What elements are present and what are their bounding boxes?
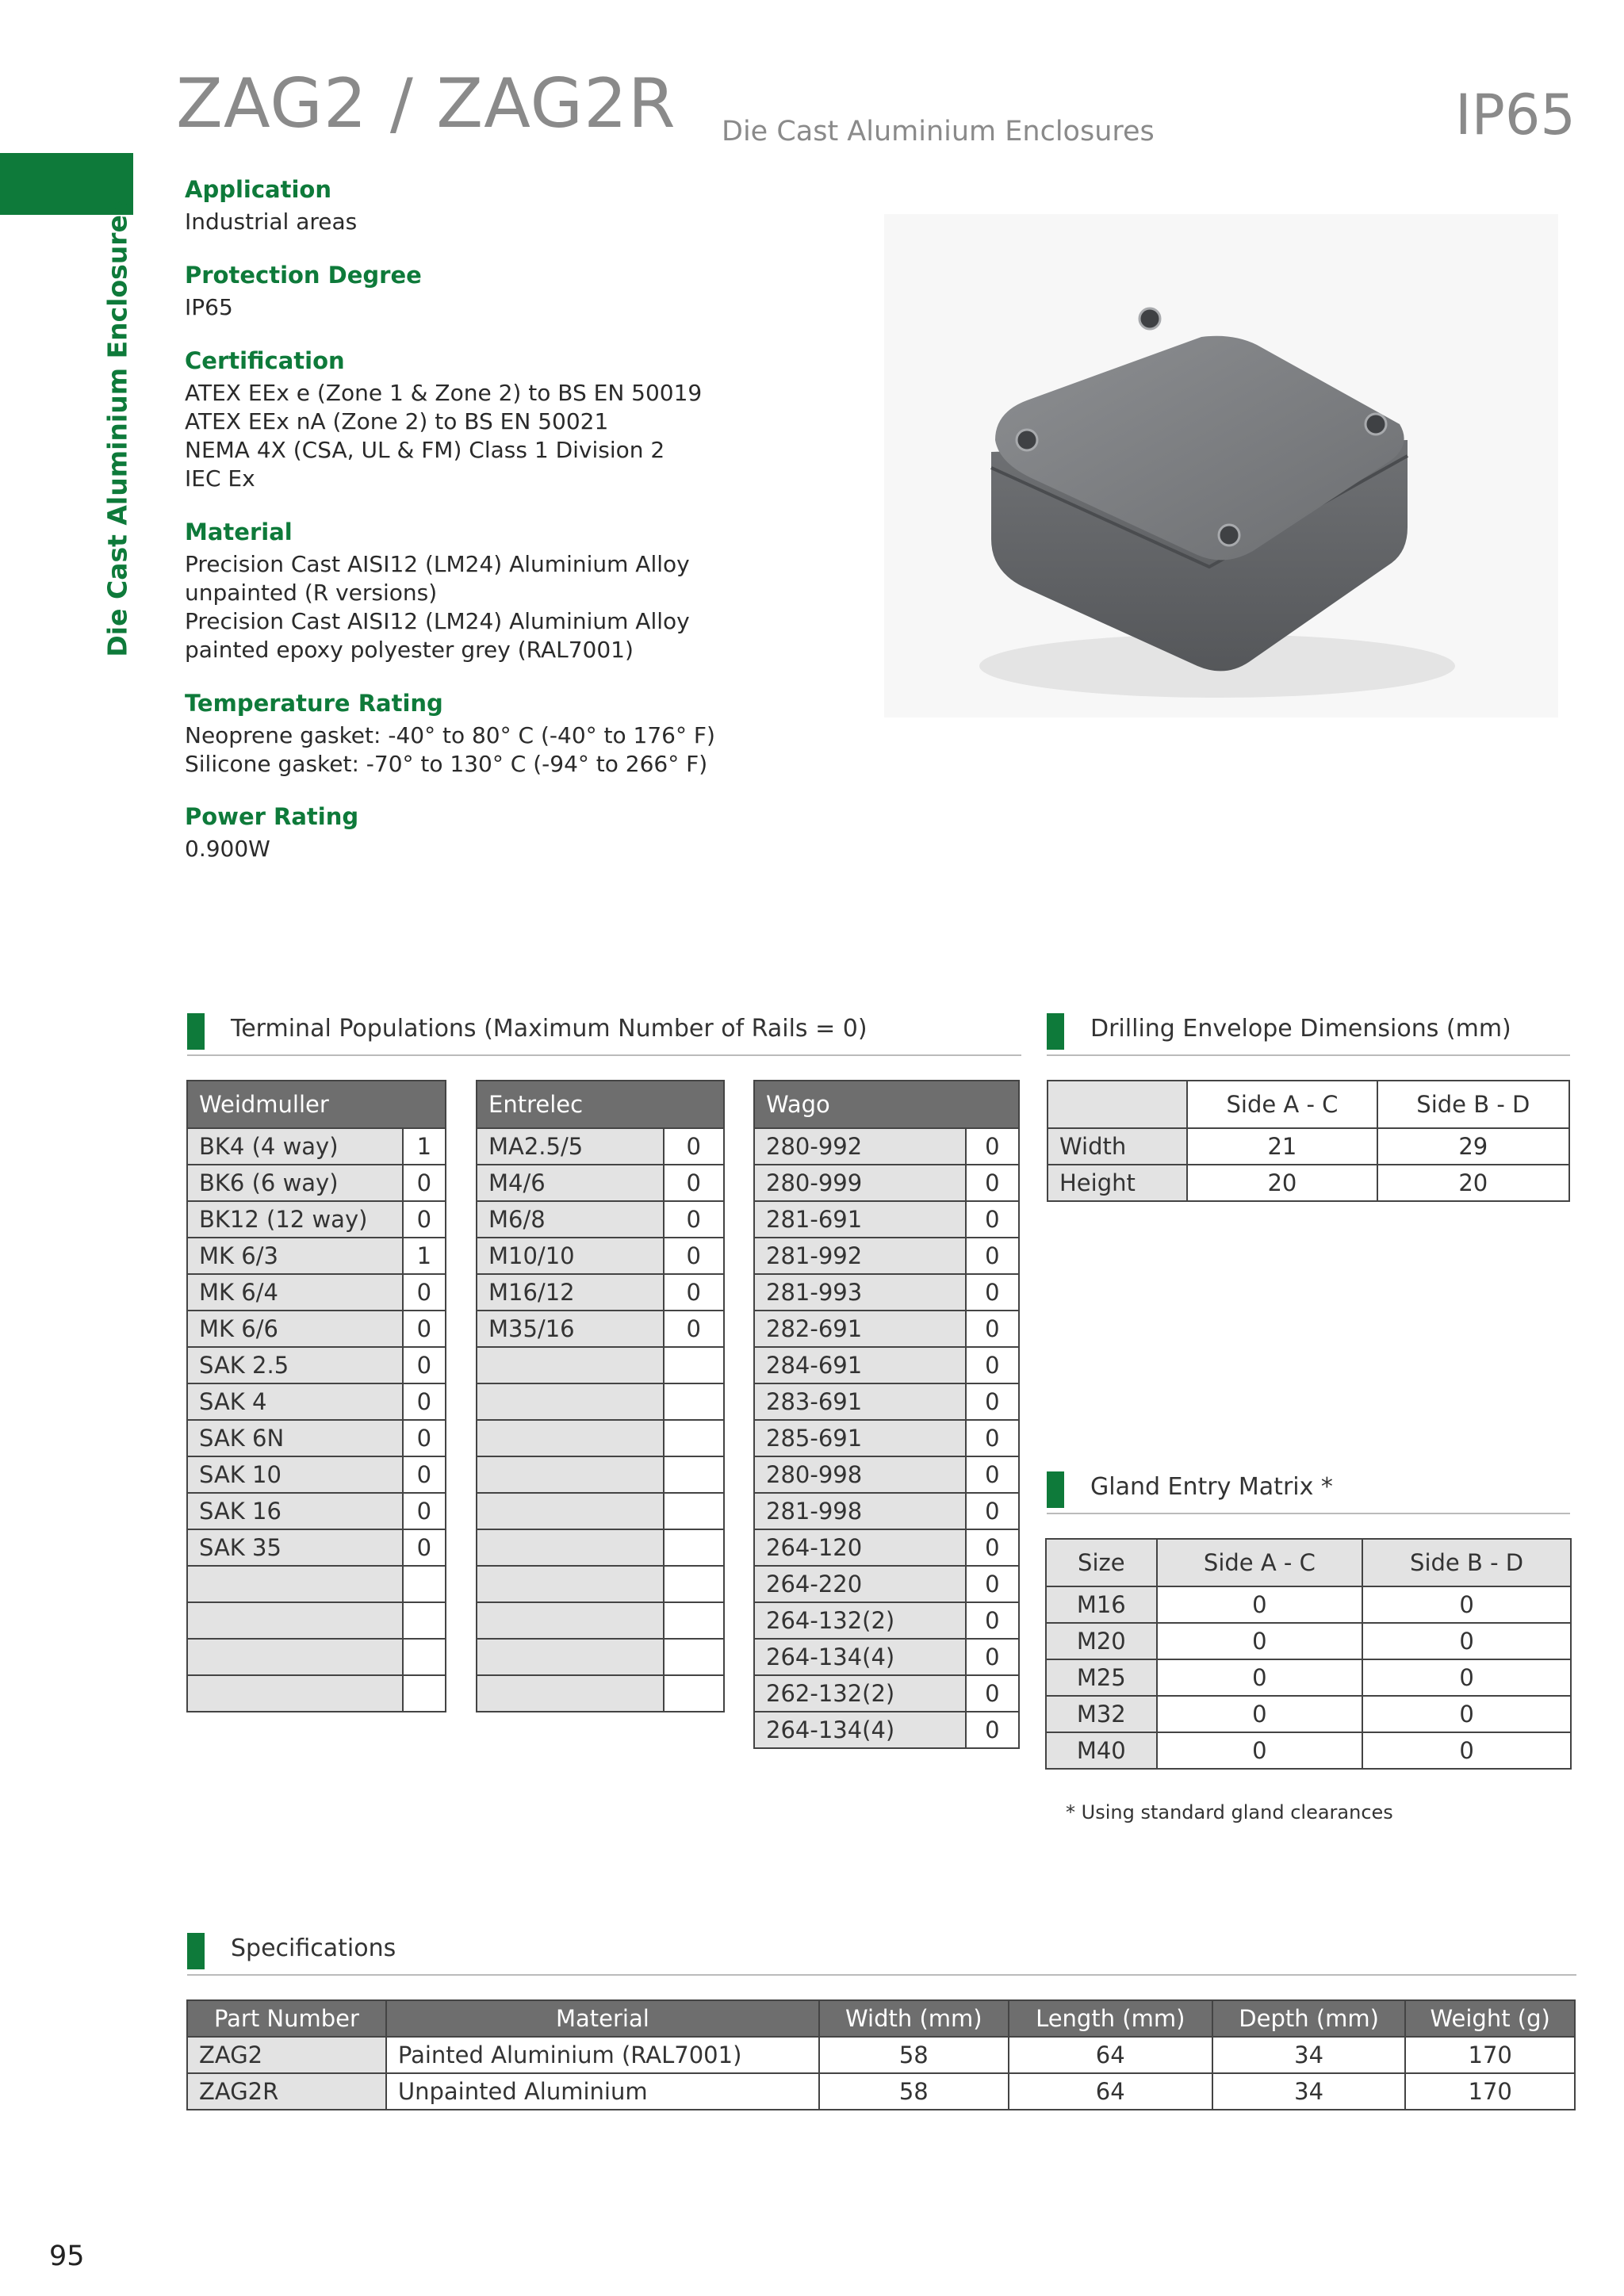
material-line: Precision Cast AISI12 (LM24) Aluminium Alloy bbox=[185, 551, 690, 577]
temperature-line: Neoprene gasket: -40° to 80° C (-40° to 176° F) bbox=[185, 722, 715, 748]
page-number: 95 bbox=[49, 2241, 85, 2272]
table-cell-label bbox=[477, 1420, 664, 1456]
table-cell-value: 0 bbox=[1157, 1659, 1363, 1696]
table-cell-label: Width bbox=[1048, 1128, 1187, 1165]
table-row bbox=[187, 1602, 446, 1639]
table-row bbox=[187, 2073, 1575, 2110]
table-row bbox=[187, 2037, 1575, 2073]
table-cell-value: 0 bbox=[664, 1274, 724, 1311]
drilling-table bbox=[1047, 1080, 1570, 1202]
table-cell-value: 1 bbox=[403, 1128, 446, 1165]
table-cell-value: 64 bbox=[1009, 2073, 1212, 2110]
table-row bbox=[187, 1420, 446, 1456]
table-cell-value bbox=[664, 1675, 724, 1712]
table-cell-label: ZAG2 bbox=[187, 2037, 386, 2073]
table-cell-value: 170 bbox=[1405, 2073, 1575, 2110]
entrelec-header: Entrelec bbox=[477, 1081, 724, 1128]
table-cell-label bbox=[477, 1529, 664, 1566]
table-cell-value: 0 bbox=[966, 1420, 1019, 1456]
gland-header-size: Size bbox=[1046, 1539, 1157, 1586]
protection-heading: Protection Degree bbox=[185, 262, 422, 289]
table-cell-label bbox=[477, 1493, 664, 1529]
table-cell-value: 0 bbox=[664, 1311, 724, 1347]
certification-heading: Certification bbox=[185, 347, 345, 374]
table-cell-value: 58 bbox=[819, 2037, 1009, 2073]
table-row bbox=[187, 1639, 446, 1675]
table-row bbox=[754, 1128, 1019, 1165]
table-cell-label: SAK 10 bbox=[187, 1456, 403, 1493]
table-row bbox=[477, 1639, 724, 1675]
table-cell-value: 0 bbox=[1157, 1696, 1363, 1732]
table-cell-label: SAK 16 bbox=[187, 1493, 403, 1529]
table-cell-label: M35/16 bbox=[477, 1311, 664, 1347]
table-cell-value: 0 bbox=[403, 1456, 446, 1493]
table-cell-value: 0 bbox=[403, 1529, 446, 1566]
specifications-table bbox=[186, 1999, 1576, 2110]
table-cell-value: 0 bbox=[1362, 1732, 1571, 1769]
table-cell-value: 0 bbox=[403, 1383, 446, 1420]
table-cell-value: 58 bbox=[819, 2073, 1009, 2110]
table-cell-value: 0 bbox=[966, 1274, 1019, 1311]
spec-header-length: Length (mm) bbox=[1009, 2000, 1212, 2037]
table-row bbox=[477, 1529, 724, 1566]
drilling-section-header bbox=[1047, 1008, 1570, 1056]
table-cell-value: 0 bbox=[966, 1165, 1019, 1201]
material-line: Precision Cast AISI12 (LM24) Aluminium Alloy bbox=[185, 608, 690, 634]
protection-block bbox=[185, 262, 898, 322]
table-row bbox=[187, 1201, 446, 1238]
table-cell-value bbox=[664, 1602, 724, 1639]
entrelec-table bbox=[476, 1080, 725, 1712]
table-cell-value: 0 bbox=[966, 1712, 1019, 1748]
table-row bbox=[477, 1383, 724, 1420]
table-cell-value: 0 bbox=[403, 1493, 446, 1529]
power-line: 0.900W bbox=[185, 836, 270, 862]
certification-line: ATEX EEx e (Zone 1 & Zone 2) to BS EN 50019 bbox=[185, 380, 703, 406]
table-row bbox=[754, 1383, 1019, 1420]
table-row bbox=[754, 1201, 1019, 1238]
table-row bbox=[187, 1238, 446, 1274]
table-cell-value: 0 bbox=[966, 1566, 1019, 1602]
table-cell-value bbox=[664, 1420, 724, 1456]
table-cell-label: 280-992 bbox=[754, 1128, 966, 1165]
table-row bbox=[477, 1420, 724, 1456]
table-cell-label bbox=[477, 1675, 664, 1712]
table-row bbox=[477, 1456, 724, 1493]
table-cell-label: MK 6/3 bbox=[187, 1238, 403, 1274]
table-cell-label: 280-999 bbox=[754, 1165, 966, 1201]
table-cell-value bbox=[403, 1602, 446, 1639]
table-row bbox=[1046, 1586, 1571, 1623]
table-cell-label: SAK 2.5 bbox=[187, 1347, 403, 1383]
material-block bbox=[185, 519, 898, 664]
table-cell-value: 0 bbox=[403, 1311, 446, 1347]
table-row bbox=[754, 1675, 1019, 1712]
table-row bbox=[477, 1165, 724, 1201]
table-cell-value: 0 bbox=[966, 1201, 1019, 1238]
table-cell-value: 0 bbox=[1157, 1586, 1363, 1623]
wago-header: Wago bbox=[754, 1081, 1019, 1128]
table-cell-value: 64 bbox=[1009, 2037, 1212, 2073]
certification-line: NEMA 4X (CSA, UL & FM) Class 1 Division 2 bbox=[185, 437, 665, 463]
table-cell-value: 0 bbox=[403, 1165, 446, 1201]
table-cell-value bbox=[403, 1566, 446, 1602]
table-cell-label: 264-220 bbox=[754, 1566, 966, 1602]
table-cell-label: 285-691 bbox=[754, 1420, 966, 1456]
side-category-label: Die Cast Aluminium Enclosures bbox=[102, 199, 133, 657]
table-row bbox=[477, 1675, 724, 1712]
weidmuller-table bbox=[186, 1080, 446, 1712]
table-row bbox=[477, 1493, 724, 1529]
table-cell-label: SAK 6N bbox=[187, 1420, 403, 1456]
table-cell-label: M6/8 bbox=[477, 1201, 664, 1238]
table-row bbox=[187, 1347, 446, 1383]
table-cell-label: 281-998 bbox=[754, 1493, 966, 1529]
table-row bbox=[1046, 1732, 1571, 1769]
terminal-section-header bbox=[187, 1008, 1021, 1056]
table-cell-value: 0 bbox=[966, 1675, 1019, 1712]
table-cell-value: 0 bbox=[664, 1238, 724, 1274]
certification-line: IEC Ex bbox=[185, 465, 255, 492]
table-cell-value: 0 bbox=[1362, 1623, 1571, 1659]
table-cell-value: 0 bbox=[966, 1529, 1019, 1566]
enclosure-illustration bbox=[884, 214, 1558, 718]
gland-header-ac: Side A - C bbox=[1157, 1539, 1363, 1586]
table-row bbox=[187, 1493, 446, 1529]
table-row bbox=[187, 1529, 446, 1566]
table-row bbox=[477, 1347, 724, 1383]
product-photo bbox=[884, 214, 1558, 718]
table-row bbox=[477, 1201, 724, 1238]
table-row bbox=[754, 1639, 1019, 1675]
table-cell-value: 0 bbox=[1362, 1659, 1571, 1696]
table-cell-label: 281-992 bbox=[754, 1238, 966, 1274]
table-cell-label: 281-993 bbox=[754, 1274, 966, 1311]
table-cell-value bbox=[664, 1493, 724, 1529]
ip-rating-label: IP65 bbox=[1455, 82, 1576, 147]
drilling-section-title: Drilling Envelope Dimensions (mm) bbox=[1090, 1015, 1511, 1043]
table-cell-value: 0 bbox=[403, 1274, 446, 1311]
table-cell-value bbox=[403, 1639, 446, 1675]
application-heading: Application bbox=[185, 176, 331, 203]
spec-header-material: Material bbox=[386, 2000, 819, 2037]
table-cell-label bbox=[187, 1602, 403, 1639]
table-row bbox=[1046, 1696, 1571, 1732]
table-row bbox=[187, 1311, 446, 1347]
table-row bbox=[477, 1238, 724, 1274]
table-cell-label: M4/6 bbox=[477, 1165, 664, 1201]
table-cell-value: 0 bbox=[966, 1347, 1019, 1383]
material-line: painted epoxy polyester grey (RAL7001) bbox=[185, 637, 634, 663]
page-subtitle: Die Cast Aluminium Enclosures bbox=[722, 116, 1155, 147]
table-row bbox=[477, 1566, 724, 1602]
table-cell-label: MK 6/4 bbox=[187, 1274, 403, 1311]
table-cell-label: 264-134(4) bbox=[754, 1712, 966, 1748]
table-cell-label: BK6 (6 way) bbox=[187, 1165, 403, 1201]
table-cell-label: 282-691 bbox=[754, 1311, 966, 1347]
table-row bbox=[477, 1274, 724, 1311]
table-cell-label: SAK 4 bbox=[187, 1383, 403, 1420]
table-cell-value: 0 bbox=[403, 1420, 446, 1456]
table-cell-label: M32 bbox=[1046, 1696, 1157, 1732]
table-cell-value: Unpainted Aluminium bbox=[386, 2073, 819, 2110]
table-row bbox=[187, 1383, 446, 1420]
drilling-header-bd: Side B - D bbox=[1377, 1081, 1569, 1128]
specs-section-title: Specifications bbox=[231, 1934, 396, 1962]
table-cell-label: M40 bbox=[1046, 1732, 1157, 1769]
table-cell-label: 264-132(2) bbox=[754, 1602, 966, 1639]
table-cell-label bbox=[187, 1675, 403, 1712]
table-cell-label: BK12 (12 way) bbox=[187, 1201, 403, 1238]
table-cell-label: ZAG2R bbox=[187, 2073, 386, 2110]
table-cell-label bbox=[187, 1639, 403, 1675]
spec-header-weight: Weight (g) bbox=[1405, 2000, 1575, 2037]
table-cell-label: M16/12 bbox=[477, 1274, 664, 1311]
table-cell-label bbox=[477, 1639, 664, 1675]
table-row bbox=[477, 1311, 724, 1347]
table-cell-label bbox=[477, 1383, 664, 1420]
protection-line: IP65 bbox=[185, 294, 233, 320]
table-cell-value bbox=[664, 1639, 724, 1675]
table-cell-value bbox=[664, 1566, 724, 1602]
table-cell-value: 20 bbox=[1187, 1165, 1377, 1201]
table-row bbox=[1048, 1165, 1569, 1201]
material-heading: Material bbox=[185, 519, 293, 545]
table-cell-value: Painted Aluminium (RAL7001) bbox=[386, 2037, 819, 2073]
specs-section-header bbox=[187, 1928, 1576, 1976]
table-row bbox=[1046, 1623, 1571, 1659]
table-row bbox=[477, 1602, 724, 1639]
table-cell-label: M10/10 bbox=[477, 1238, 664, 1274]
table-cell-label bbox=[477, 1347, 664, 1383]
gland-section-header bbox=[1047, 1467, 1570, 1514]
table-row bbox=[754, 1347, 1019, 1383]
table-cell-label: 264-120 bbox=[754, 1529, 966, 1566]
application-block bbox=[185, 176, 898, 236]
page-title: ZAG2 / ZAG2R bbox=[176, 64, 676, 144]
table-cell-value: 20 bbox=[1377, 1165, 1569, 1201]
table-cell-value: 0 bbox=[664, 1128, 724, 1165]
table-cell-value: 0 bbox=[966, 1383, 1019, 1420]
table-cell-value: 170 bbox=[1405, 2037, 1575, 2073]
temperature-block bbox=[185, 690, 898, 779]
application-line: Industrial areas bbox=[185, 209, 358, 235]
table-row bbox=[187, 1165, 446, 1201]
table-row bbox=[1046, 1659, 1571, 1696]
table-cell-label: 283-691 bbox=[754, 1383, 966, 1420]
table-row bbox=[754, 1165, 1019, 1201]
table-cell-value: 0 bbox=[966, 1639, 1019, 1675]
table-cell-label: SAK 35 bbox=[187, 1529, 403, 1566]
table-cell-value: 0 bbox=[664, 1165, 724, 1201]
table-row bbox=[187, 1128, 446, 1165]
terminal-section-title: Terminal Populations (Maximum Number of Rails = 0) bbox=[231, 1015, 868, 1043]
temperature-line: Silicone gasket: -70° to 130° C (-94° to 266° F) bbox=[185, 751, 708, 777]
table-cell-value: 34 bbox=[1212, 2073, 1405, 2110]
table-cell-value: 34 bbox=[1212, 2037, 1405, 2073]
table-row bbox=[754, 1311, 1019, 1347]
certification-line: ATEX EEx nA (Zone 2) to BS EN 50021 bbox=[185, 408, 609, 434]
table-cell-value: 0 bbox=[1362, 1586, 1571, 1623]
drilling-header-blank bbox=[1048, 1081, 1187, 1128]
table-row bbox=[187, 1566, 446, 1602]
gland-section-title: Gland Entry Matrix * bbox=[1090, 1473, 1333, 1501]
temperature-heading: Temperature Rating bbox=[185, 690, 443, 717]
table-cell-value: 0 bbox=[966, 1128, 1019, 1165]
table-cell-label bbox=[477, 1566, 664, 1602]
table-cell-label: 281-691 bbox=[754, 1201, 966, 1238]
spec-header-depth: Depth (mm) bbox=[1212, 2000, 1405, 2037]
table-cell-value: 0 bbox=[1157, 1623, 1363, 1659]
table-row bbox=[754, 1420, 1019, 1456]
table-cell-label: BK4 (4 way) bbox=[187, 1128, 403, 1165]
table-row bbox=[187, 1675, 446, 1712]
drilling-header-ac: Side A - C bbox=[1187, 1081, 1377, 1128]
table-cell-value bbox=[403, 1675, 446, 1712]
table-cell-value: 0 bbox=[403, 1201, 446, 1238]
table-cell-label: M20 bbox=[1046, 1623, 1157, 1659]
table-cell-label: M16 bbox=[1046, 1586, 1157, 1623]
table-row bbox=[754, 1274, 1019, 1311]
table-cell-value bbox=[664, 1456, 724, 1493]
gland-footnote: * Using standard gland clearances bbox=[1066, 1801, 1393, 1823]
table-row bbox=[477, 1128, 724, 1165]
table-cell-value: 0 bbox=[664, 1201, 724, 1238]
table-cell-label: M25 bbox=[1046, 1659, 1157, 1696]
table-cell-value: 21 bbox=[1187, 1128, 1377, 1165]
table-row bbox=[754, 1493, 1019, 1529]
table-cell-value: 0 bbox=[966, 1456, 1019, 1493]
table-row bbox=[754, 1566, 1019, 1602]
table-cell-label: Height bbox=[1048, 1165, 1187, 1201]
table-cell-value: 1 bbox=[403, 1238, 446, 1274]
table-cell-value: 0 bbox=[966, 1311, 1019, 1347]
table-cell-label: 284-691 bbox=[754, 1347, 966, 1383]
table-row bbox=[754, 1238, 1019, 1274]
table-row bbox=[187, 1456, 446, 1493]
wago-table bbox=[753, 1080, 1020, 1749]
power-block bbox=[185, 803, 898, 863]
gland-table bbox=[1045, 1538, 1572, 1770]
table-cell-value bbox=[664, 1529, 724, 1566]
table-cell-label: 262-132(2) bbox=[754, 1675, 966, 1712]
table-cell-value: 29 bbox=[1377, 1128, 1569, 1165]
spec-header-part: Part Number bbox=[187, 2000, 386, 2037]
table-cell-value: 0 bbox=[1362, 1696, 1571, 1732]
table-cell-label bbox=[477, 1456, 664, 1493]
table-row bbox=[754, 1712, 1019, 1748]
table-cell-label: MA2.5/5 bbox=[477, 1128, 664, 1165]
table-cell-label bbox=[477, 1602, 664, 1639]
gland-header-bd: Side B - D bbox=[1362, 1539, 1571, 1586]
table-cell-value bbox=[664, 1347, 724, 1383]
weidmuller-header: Weidmuller bbox=[187, 1081, 446, 1128]
table-row bbox=[1048, 1128, 1569, 1165]
certification-block bbox=[185, 347, 898, 493]
spec-header-width: Width (mm) bbox=[819, 2000, 1009, 2037]
table-cell-label: 264-134(4) bbox=[754, 1639, 966, 1675]
table-cell-value: 0 bbox=[403, 1347, 446, 1383]
table-row bbox=[187, 1274, 446, 1311]
table-cell-value: 0 bbox=[1157, 1732, 1363, 1769]
table-row bbox=[754, 1529, 1019, 1566]
table-cell-value: 0 bbox=[966, 1493, 1019, 1529]
table-cell-value: 0 bbox=[966, 1238, 1019, 1274]
table-cell-value: 0 bbox=[966, 1602, 1019, 1639]
power-heading: Power Rating bbox=[185, 803, 359, 830]
table-cell-value bbox=[664, 1383, 724, 1420]
table-cell-label: MK 6/6 bbox=[187, 1311, 403, 1347]
table-cell-label bbox=[187, 1566, 403, 1602]
material-line: unpainted (R versions) bbox=[185, 580, 438, 606]
table-row bbox=[754, 1602, 1019, 1639]
table-cell-label: 280-998 bbox=[754, 1456, 966, 1493]
table-row bbox=[754, 1456, 1019, 1493]
